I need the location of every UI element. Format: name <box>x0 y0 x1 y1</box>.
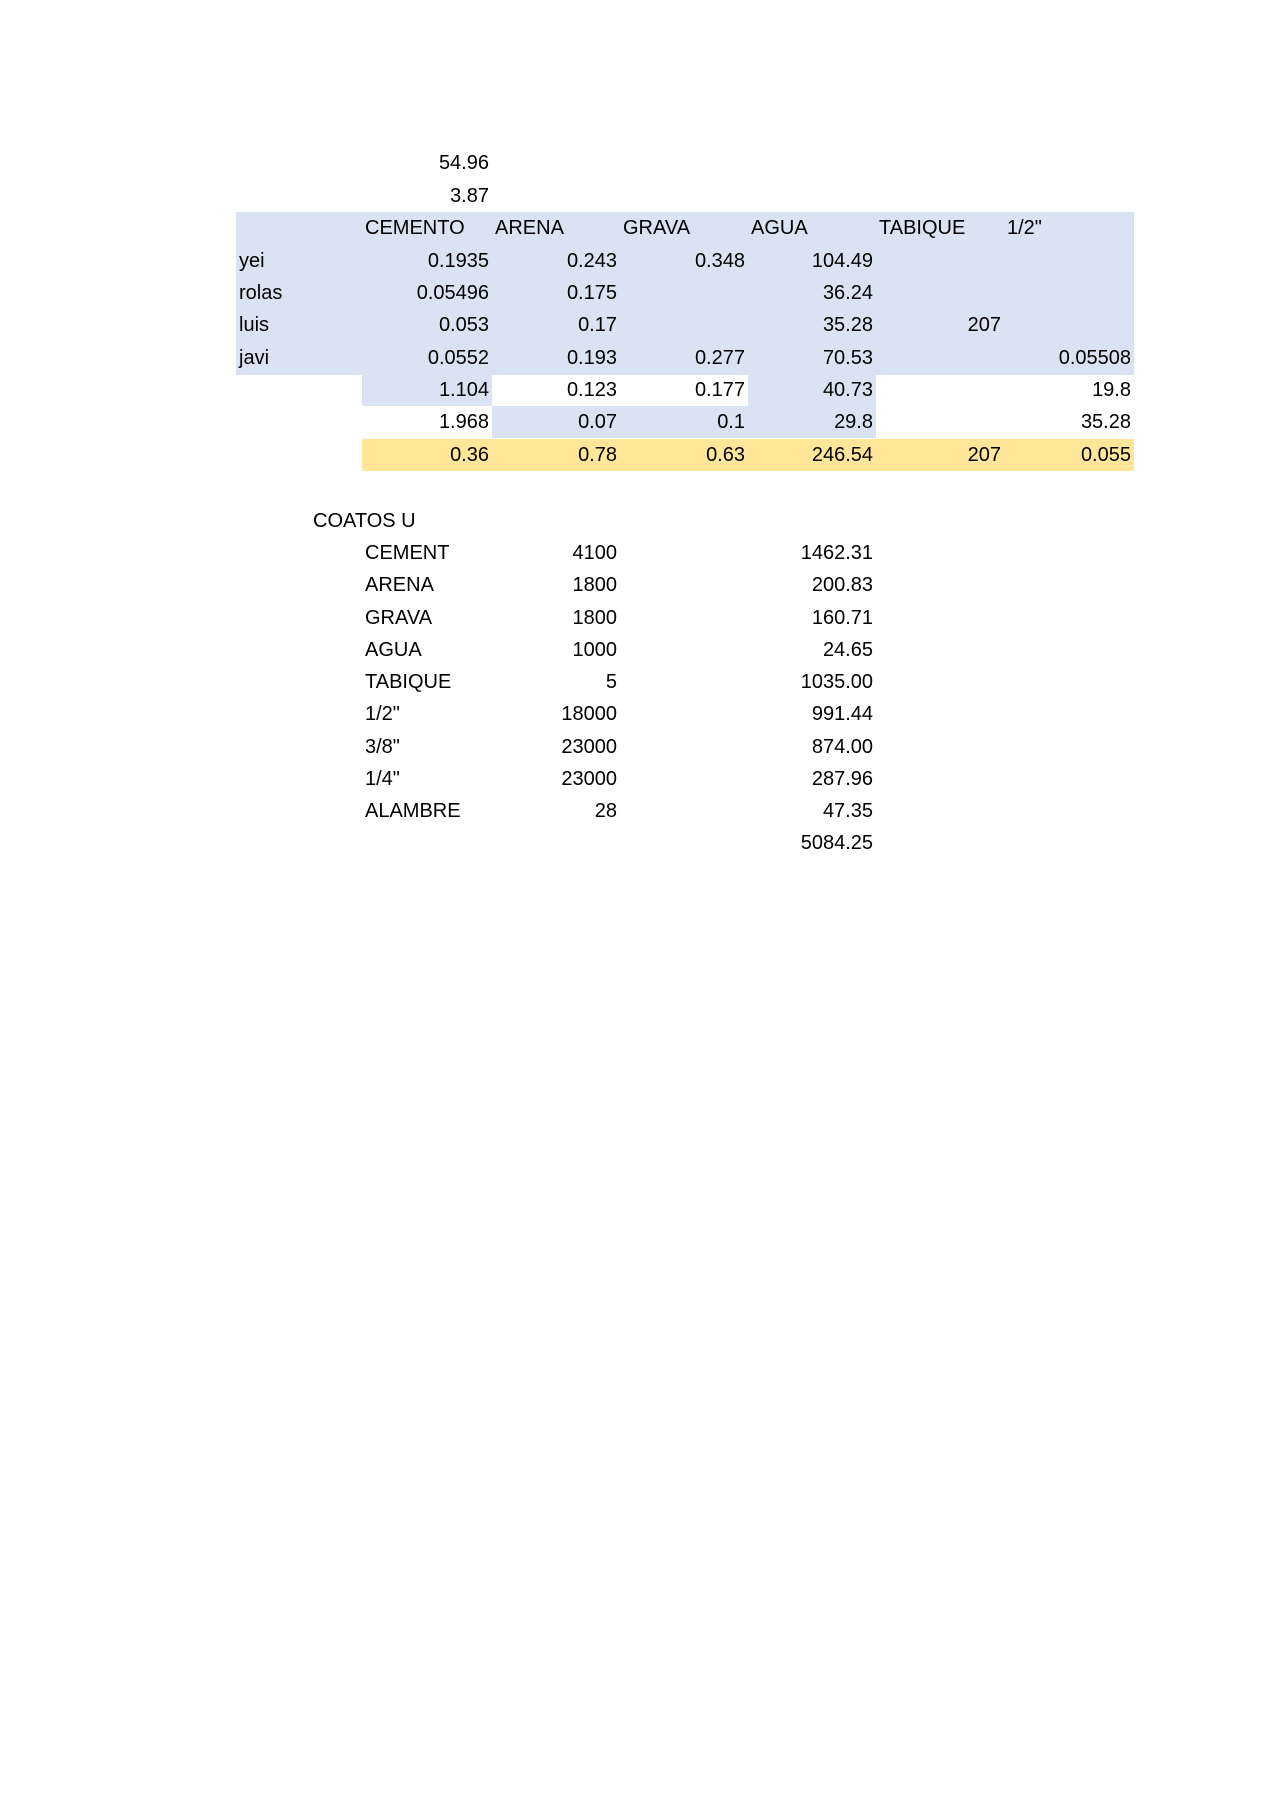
person-name: rolas <box>239 282 283 304</box>
cost-item-name: AGUA <box>365 639 422 661</box>
header-cemento: CEMENTO <box>365 217 465 239</box>
cell-tabique <box>876 374 1004 406</box>
cell-agua: 29.8 <box>834 411 873 433</box>
header-tabique: TABIQUE <box>879 217 966 239</box>
cell-grava: 0.277 <box>694 347 745 369</box>
cell-half-inch: 0.05508 <box>1058 347 1131 369</box>
total-half-inch: 0.055 <box>1080 444 1131 466</box>
cell-cemento: 0.0552 <box>427 347 489 369</box>
cost-item-total: 160.71 <box>811 607 873 629</box>
cost-item-unit: 1800 <box>572 607 617 629</box>
cell-grava: 0.1 <box>717 411 745 433</box>
cost-item-unit: 4100 <box>572 542 617 564</box>
cost-item-unit: 28 <box>594 800 617 822</box>
cost-item-total: 24.65 <box>822 639 873 661</box>
cost-item-unit: 1800 <box>572 574 617 596</box>
cell-half-inch <box>1004 245 1134 277</box>
cost-item-name: ALAMBRE <box>365 800 461 822</box>
person-name: javi <box>239 347 270 369</box>
header-arena: ARENA <box>495 217 564 239</box>
cell-cemento: 1.968 <box>438 411 489 433</box>
cost-item-name: 3/8" <box>365 736 400 758</box>
cost-grand-total: 5084.25 <box>800 832 873 854</box>
cost-item-name: CEMENT <box>365 542 450 564</box>
cell-agua: 70.53 <box>822 347 873 369</box>
person-name: yei <box>239 250 265 272</box>
total-tabique: 207 <box>967 444 1001 466</box>
cell-grava <box>620 277 748 309</box>
cost-item-name: 1/4" <box>365 768 400 790</box>
cell-cemento: 1.104 <box>438 379 489 401</box>
cell-agua: 104.49 <box>811 250 873 272</box>
cell-tabique <box>876 277 1004 309</box>
cost-item-total: 991.44 <box>811 703 873 725</box>
header-grava: GRAVA <box>623 217 691 239</box>
cell-grava: 0.177 <box>694 379 745 401</box>
top-value-2: 3.87 <box>450 185 489 207</box>
total-cemento: 0.36 <box>450 444 489 466</box>
cost-item-name: GRAVA <box>365 607 433 629</box>
cell-agua: 40.73 <box>822 379 873 401</box>
person-name: luis <box>239 314 270 336</box>
total-grava: 0.63 <box>706 444 745 466</box>
cell-half-inch <box>1004 309 1134 341</box>
cost-item-unit: 5 <box>605 671 617 693</box>
cost-item-unit: 23000 <box>561 736 617 758</box>
cell-grava <box>620 309 748 341</box>
cost-item-total: 1462.31 <box>800 542 873 564</box>
cost-item-total: 47.35 <box>822 800 873 822</box>
cost-item-name: TABIQUE <box>365 671 452 693</box>
cell-grava: 0.348 <box>694 250 745 272</box>
cell-agua: 36.24 <box>822 282 873 304</box>
cell-tabique <box>876 342 1004 374</box>
cost-item-unit: 1000 <box>572 639 617 661</box>
cost-item-total: 1035.00 <box>800 671 873 693</box>
cell-cemento: 0.05496 <box>416 282 489 304</box>
cell-half-inch <box>1004 277 1134 309</box>
cost-item-total: 874.00 <box>811 736 873 758</box>
cost-item-name: ARENA <box>365 574 434 596</box>
cost-item-unit: 23000 <box>561 768 617 790</box>
cell-arena: 0.123 <box>566 379 617 401</box>
cell-half-inch: 35.28 <box>1080 411 1131 433</box>
top-value-1: 54.96 <box>438 152 489 174</box>
cell-tabique <box>876 245 1004 277</box>
cell-half-inch: 19.8 <box>1092 379 1131 401</box>
header-agua: AGUA <box>751 217 808 239</box>
header-half-inch: 1/2" <box>1007 217 1042 239</box>
cost-item-total: 287.96 <box>811 768 873 790</box>
cell-arena: 0.175 <box>566 282 617 304</box>
cell-tabique <box>876 406 1004 438</box>
total-agua: 246.54 <box>811 444 873 466</box>
costs-title: COATOS U <box>313 510 416 532</box>
cell-cemento: 0.053 <box>438 314 489 336</box>
cell-arena: 0.243 <box>566 250 617 272</box>
cell-tabique: 207 <box>967 314 1001 336</box>
total-arena: 0.78 <box>578 444 617 466</box>
cost-item-total: 200.83 <box>811 574 873 596</box>
cell-arena: 0.17 <box>578 314 617 336</box>
cell-arena: 0.07 <box>578 411 617 433</box>
cell-cemento: 0.1935 <box>427 250 489 272</box>
cell-agua: 35.28 <box>822 314 873 336</box>
cost-item-unit: 18000 <box>561 703 617 725</box>
cell-arena: 0.193 <box>566 347 617 369</box>
cost-item-name: 1/2" <box>365 703 400 725</box>
